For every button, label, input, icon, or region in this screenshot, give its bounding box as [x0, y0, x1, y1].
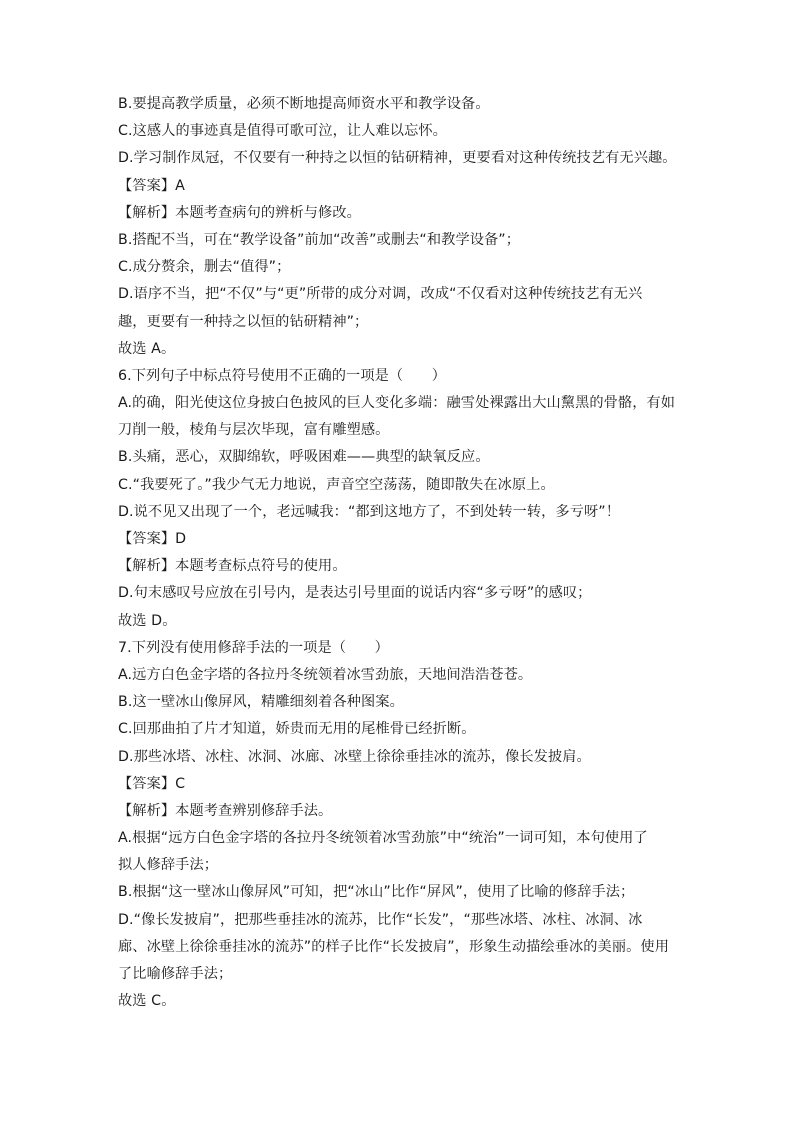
option-a-line: A.远方白色金字塔的各拉丹冬统领着冰雪劲旅，天地间浩浩苍苍。	[118, 666, 533, 683]
option-c-line: C.这感人的事迹真是值得可歌可泣，让人难以忘怀。	[118, 123, 447, 140]
option-b-line: B.这一壁冰山像屏风，精雕细刻着各种图案。	[118, 694, 404, 711]
option-a-line-cont: 刀削一般，棱角与层次毕现，富有雕塑感。	[118, 422, 390, 439]
analysis-line: D.语序不当，把“不仅”与“更”所带的成分对调，改成“不仅看对这种传统技艺有无兴	[118, 286, 643, 303]
analysis-line: D.“像长发披肩”，把那些垂挂冰的流苏，比作“长发”，“那些冰塔、冰柱、冰洞、冰	[118, 911, 643, 928]
answer-line: 【答案】C	[118, 775, 186, 792]
conclusion-line: 故选 D。	[118, 612, 177, 629]
option-d-line: D.学习制作凤冠，不仅要有一种持之以恒的钻研精神，更要看对这种传统技艺有无兴趣。	[118, 150, 677, 167]
analysis-line: B.根据“这一壁冰山像屏风”可知，把“冰山”比作“屏风”，使用了比喻的修辞手法；	[118, 884, 635, 901]
analysis-heading: 【解析】本题考查辨别修辞手法。	[118, 802, 333, 819]
option-d-line: D.说不见又出现了一个，老远喊我：“都到这地方了，不到处转一转，多亏呀”！	[118, 503, 621, 520]
analysis-line: A.根据“远方白色金字塔的各拉丹冬统领着冰雪劲旅”中“统治”一词可知，本句使用了	[118, 830, 648, 847]
analysis-line: B.搭配不当，可在“教学设备”前加“改善”或删去“和教学设备”；	[118, 231, 521, 248]
conclusion-line: 故选 C。	[118, 993, 176, 1010]
analysis-line: 拟人修辞手法；	[118, 857, 219, 874]
question-6-title: 6.下列句子中标点符号使用不正确的一项是（ ）	[118, 367, 447, 384]
answer-line: 【答案】D	[118, 531, 187, 547]
analysis-line: 了比喻修辞手法；	[118, 966, 233, 982]
option-b-line: B.头痛，恶心，双脚绵软，呼吸困难——典型的缺氧反应。	[118, 449, 490, 466]
analysis-line: C.成分赘余，删去“值得”；	[118, 259, 291, 276]
option-d-line: D.那些冰塔、冰柱、冰洞、冰廊、冰壁上徐徐垂挂冰的流苏，像长发披肩。	[118, 748, 591, 765]
conclusion-line: 故选 A。	[118, 340, 176, 357]
document-page	[118, 91, 680, 1015]
analysis-heading: 【解析】本题考查标点符号的使用。	[118, 558, 347, 575]
option-a-line: A.的确，阳光使这位身披白色披风的巨人变化多端：融雪处裸露出大山黧黑的骨骼，有如	[118, 395, 676, 412]
analysis-heading: 【解析】本题考查病句的辨析与修改。	[118, 204, 361, 221]
analysis-line: 趣，更要有一种持之以恒的钻研精神”；	[118, 313, 369, 330]
question-7-title: 7.下列没有使用修辞手法的一项是（ ）	[118, 639, 389, 656]
analysis-line: 廊、冰壁上徐徐垂挂冰的流苏”的样子比作“长发披肩”，形象生动描绘垂冰的美丽。使用	[118, 938, 669, 955]
option-b-line: B.要提高教学质量，必须不断地提高师资水平和教学设备。	[118, 96, 490, 112]
answer-line: 【答案】A	[118, 177, 185, 194]
analysis-line: D.句末感叹号应放在引号内，是表达引号里面的说话内容“多亏呀”的感叹；	[118, 585, 592, 602]
option-c-line: C.“我要死了。”我少气无力地说，声音空空荡荡，随即散失在冰原上。	[118, 476, 555, 493]
option-c-line: C.回那曲拍了片才知道，娇贵而无用的尾椎骨已经折断。	[118, 721, 476, 738]
